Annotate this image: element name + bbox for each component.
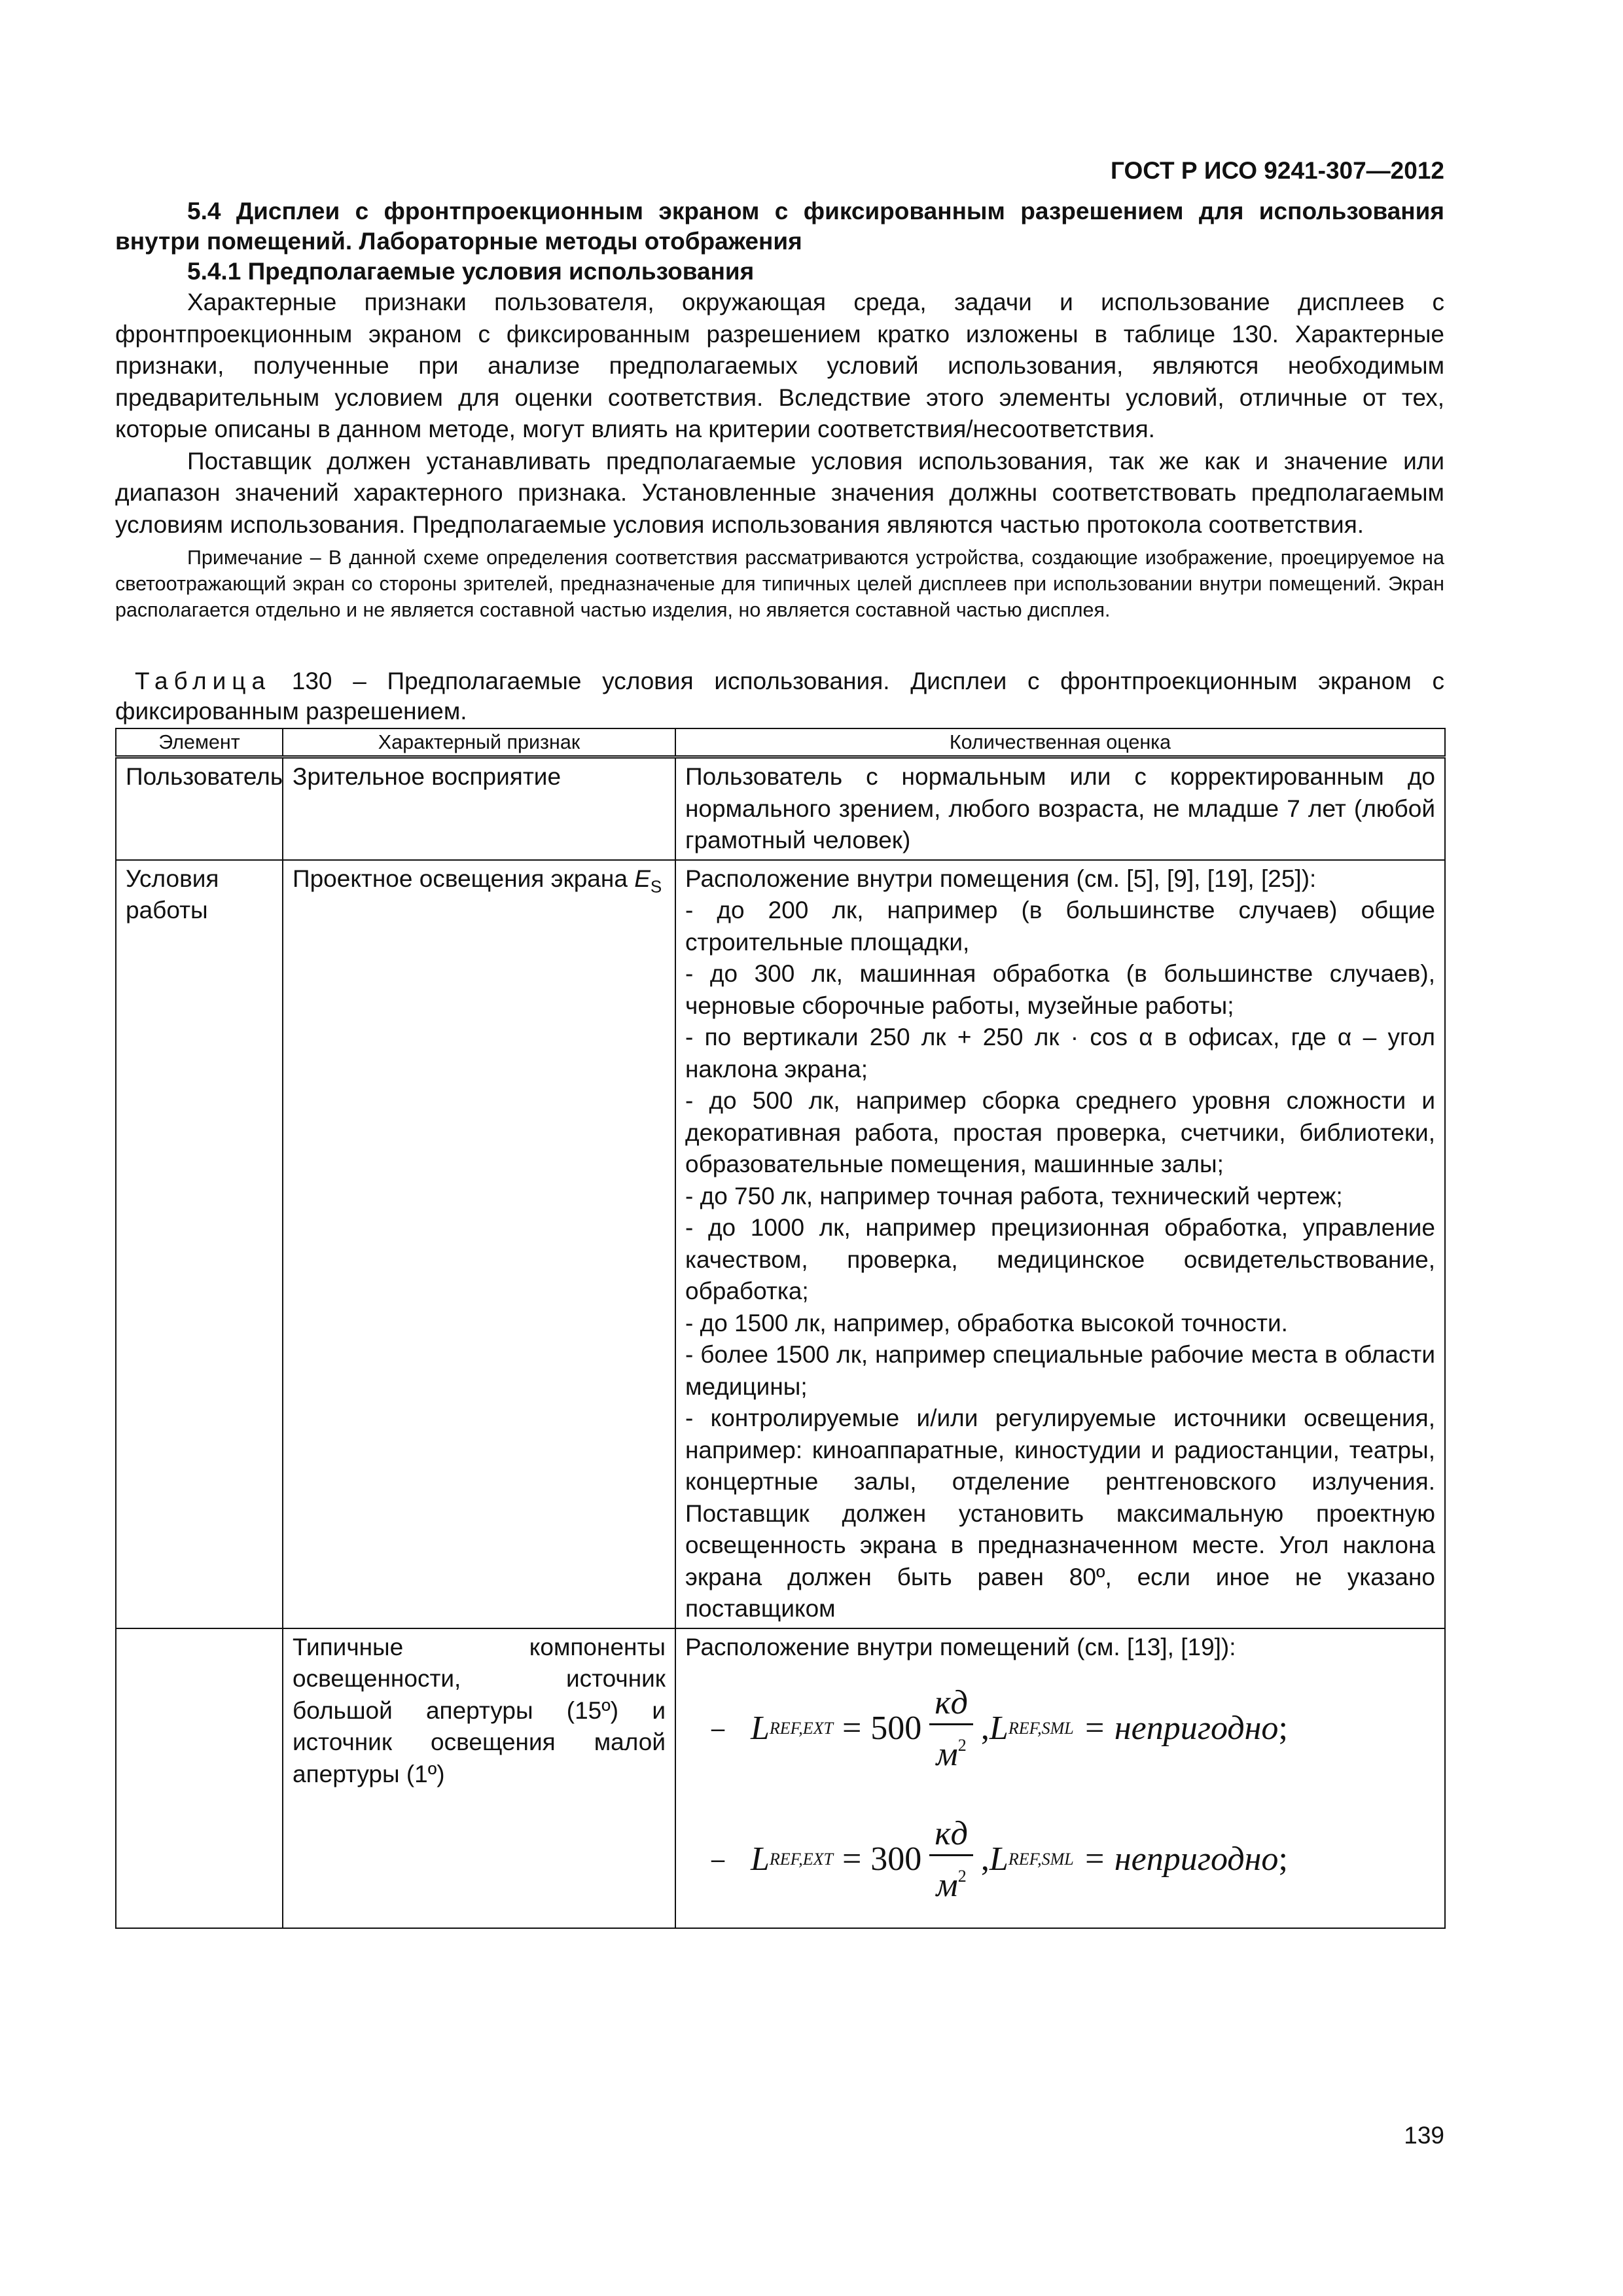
cell-element: [116, 1628, 283, 1929]
formula-value: 300: [870, 1840, 922, 1878]
formula-dash: –: [711, 1845, 725, 1873]
illuminance-symbol-sub: S: [650, 876, 662, 896]
illuminance-line: - контролируемые и/или регулируемые источники освещения, например: киноаппаратные, киностудии и радиостанции, театры, концертные залы, отделение рентгеновского излучения. Поставщик должен установить максимальную проектную освещенность экрана в предназначенном месте. Угол наклона экрана должен быть равен 80º, если иное не указано поставщиком: [685, 1405, 1435, 1622]
header-feature: Характерный признак: [283, 728, 675, 757]
header-element: Элемент: [116, 728, 283, 757]
cell-value: Пользователь с нормальным или с корректированным до нормального зрением, любого возраста, не младше 7 лет (любой грамотный человек): [675, 757, 1445, 860]
cell-feature: Зрительное восприятие: [283, 757, 675, 860]
table-row: [116, 860, 1445, 1628]
formula-equals: =: [842, 1840, 862, 1878]
formula-sub-sml: REF,SML: [1008, 1718, 1074, 1738]
page-number: 139: [1404, 2122, 1444, 2149]
illuminance-symbol: E: [634, 865, 651, 892]
header-value: Количественная оценка: [675, 728, 1445, 757]
note: Примечание – В данной схеме определения соответствия рассматриваются устройства, создающие изображение, проецируемое на светоотражающий экран со стороны зрителей, предназначеные для типичных целей дисплеев при использовании внутри помещений. Экран располагается отдельно и не является составной частью изделия, но является составной частью дисплея.: [115, 547, 1444, 621]
formula-unit: [929, 1683, 973, 1775]
formula-sub-ext: REF,EXT: [769, 1849, 833, 1869]
subsection-heading: 5.4.1 Предполагаемые условия использования: [187, 258, 755, 285]
section-heading: 5.4 Дисплеи с фронтпроекционным экраном с фиксированным разрешением для использования внутри помещений. Лабораторные методы отображения: [115, 198, 1444, 255]
paragraph-2: Поставщик должен устанавливать предполагаемые условия использования, так же как и значение или диапазон значений характерного признака. Установленные значения должны соответствовать предполагаемым условиям использования. Предполагаемые условия использования являются частью протокола соответствия.: [115, 447, 1444, 538]
formula-result: = непригодно: [1082, 1709, 1279, 1747]
formula-end: ;: [1278, 1709, 1288, 1747]
illuminance-line: - до 1500 лк, например, обработка высокой точности.: [685, 1309, 1288, 1336]
illuminance-line: - до 200 лк, например (в большинстве случаев) общие строительные площадки,: [685, 897, 1435, 956]
illuminance-line: - до 1000 лк, например прецизионная обработка, управление качеством, проверка, медицинское освидетельствование, обработка;: [685, 1214, 1435, 1304]
formula-intro: Расположение внутри помещений (см. [13], [19]):: [685, 1633, 1236, 1660]
conditions-table: [115, 728, 1446, 1929]
formula-unit-den: м: [936, 1866, 958, 1904]
formula-symbol: L: [989, 1840, 1008, 1878]
cell-element: Пользователь: [116, 757, 283, 860]
illuminance-line: - по вертикали 250 лк + 250 лк · cos α в офисах, где α – угол наклона экрана;: [685, 1024, 1435, 1083]
formula-unit-num: кд: [929, 1683, 973, 1725]
illuminance-line: - более 1500 лк, например специальные рабочие места в области медицины;: [685, 1341, 1435, 1400]
cell-value: [675, 1628, 1445, 1929]
illuminance-line: - до 300 лк, машинная обработка (в большинстве случаев), черновые сборочные работы, музейные работы;: [685, 960, 1435, 1019]
formula-unit-den: м: [936, 1735, 958, 1773]
formula-sub-sml: REF,SML: [1008, 1849, 1074, 1869]
table-row: [116, 1628, 1445, 1929]
table-caption-label: Таблица: [135, 668, 272, 694]
paragraph-1: Характерные признаки пользователя, окружающая среда, задачи и использование дисплеев с фронтпроекционным экраном с фиксированным разрешением кратко изложены в таблице 130. Характерные признаки, полученные при анализе предполагаемых условий использования, являются необходимым предварительным условием для оценки соответствия. Вследствие этого элементы условий, отличные от тех, которые описаны в данном методе, могут влиять на критерии соответствия/несоответствия.: [115, 289, 1444, 442]
formula-symbol: L: [989, 1709, 1008, 1747]
page-content: [115, 196, 1444, 1929]
luminance-formula: [685, 1794, 1435, 1925]
illuminance-line: - до 750 лк, например точная работа, технический чертеж;: [685, 1182, 1343, 1210]
formula-comma: ,: [980, 1709, 990, 1747]
table-caption: [115, 666, 1444, 726]
formula-unit-num: кд: [929, 1814, 973, 1856]
formula-comma: ,: [980, 1840, 990, 1878]
illuminance-line: Расположение внутри помещения (см. [5], [9], [19], [25]):: [685, 865, 1317, 892]
formula-equals: =: [842, 1709, 862, 1747]
formula-sub-ext: REF,EXT: [769, 1718, 833, 1738]
standard-designation: ГОСТ Р ИСО 9241-307—2012: [1110, 157, 1444, 184]
cell-value: [675, 860, 1445, 1628]
table-caption-text: 130 – Предполагаемые условия использования. Дисплеи с фронтпроекционным экраном с фиксированным разрешением.: [115, 668, 1445, 725]
formula-unit-pow: 2: [957, 1866, 967, 1886]
formula-symbol: L: [751, 1709, 770, 1747]
luminance-formula: [685, 1663, 1435, 1794]
formula-unit: [929, 1814, 973, 1906]
formula-symbol: L: [751, 1840, 770, 1878]
table-header-row: [116, 728, 1445, 757]
feature-text: Проектное освещения экрана: [293, 865, 628, 892]
formula-value: 500: [870, 1709, 922, 1747]
formula-unit-den-wrap: [931, 1856, 972, 1906]
formula-unit-pow: 2: [957, 1735, 967, 1755]
illuminance-line: - до 500 лк, например сборка среднего уровня сложности и декоративная работа, простая проверка, счетчики, библиотеки, образовательные помещения, машинные залы;: [685, 1087, 1435, 1177]
cell-element: Условия работы: [116, 860, 283, 1628]
table-row: [116, 757, 1445, 860]
cell-feature: Типичные компоненты освещенности, источник большой апертуры (15º) и источник освещения малой апертуры (1º): [283, 1628, 675, 1929]
cell-feature: [283, 860, 675, 1628]
formula-dash: –: [711, 1714, 725, 1742]
formula-end: ;: [1278, 1840, 1288, 1878]
formula-result: = непригодно: [1082, 1840, 1279, 1878]
formula-unit-den-wrap: [931, 1725, 972, 1775]
